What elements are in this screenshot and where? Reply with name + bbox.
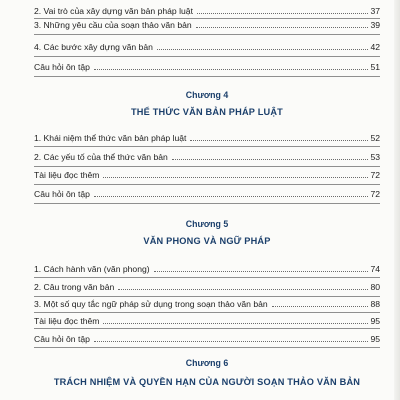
chapter-number: Chương 4 <box>185 90 229 100</box>
toc-entry-label: Tài liệu đọc thêm <box>34 170 100 180</box>
dot-leader <box>103 177 368 178</box>
toc-entry[interactable] <box>34 36 380 52</box>
toc-entry-label: 1. Cách hành văn (văn phong) <box>34 264 150 274</box>
toc-entry-page: 51 <box>370 62 380 72</box>
dot-leader <box>94 341 369 342</box>
toc-entry[interactable] <box>34 310 380 326</box>
toc-entry-page: 42 <box>370 42 380 52</box>
toc-entry[interactable] <box>34 276 380 292</box>
toc-entry-label: 2. Các yếu tố của thể thức văn bản <box>34 152 168 162</box>
chapter-number: Chương 5 <box>185 219 229 229</box>
toc-entry-page: 74 <box>370 264 380 274</box>
toc-entry-label: 2. Vai trò của xây dựng văn bản pháp luật <box>34 6 193 16</box>
toc-entry-label: Câu hỏi ôn tập <box>34 189 90 199</box>
toc-entry-page: 72 <box>370 189 380 199</box>
toc-entry-page: 39 <box>370 20 380 30</box>
chapter-number: Chương 6 <box>185 358 229 368</box>
toc-entry[interactable] <box>34 146 380 162</box>
toc-entry[interactable] <box>34 328 380 344</box>
dot-leader <box>103 323 368 324</box>
toc-entry[interactable] <box>34 293 380 309</box>
toc-entry-page: 80 <box>370 282 380 292</box>
toc-entry-page: 88 <box>370 299 380 309</box>
dot-leader <box>172 159 369 160</box>
chapter-title: THỂ THỨC VĂN BẢN PHÁP LUẬT <box>131 107 283 117</box>
row-divider <box>34 76 380 77</box>
toc-entry-label: 3. Một số quy tắc ngữ pháp sử dụng trong soạn thảo văn bản <box>34 299 268 309</box>
toc-entry-page: 53 <box>370 152 380 162</box>
toc-entry-label: 4. Các bước xây dựng văn bản <box>34 42 153 52</box>
row-divider <box>34 203 380 204</box>
toc-entry-page: 52 <box>370 133 380 143</box>
chapter-title: TRÁCH NHIỆM VÀ QUYỀN HẠN CỦA NGƯỜI SOẠN THẢO VĂN BẢN <box>53 377 361 387</box>
toc-entry-page: 37 <box>370 6 380 16</box>
toc-entry-label: Tài liệu đọc thêm <box>34 316 100 326</box>
toc-entry-label: 2. Câu trong văn bản <box>34 282 115 292</box>
toc-entry-label: 3. Những yêu cầu của soạn thảo văn bản <box>34 20 192 30</box>
page-edge-shadow <box>394 0 400 400</box>
toc-entry-page: 95 <box>370 334 380 344</box>
toc-entry[interactable] <box>34 14 380 30</box>
dot-leader <box>196 27 369 28</box>
dot-leader <box>94 69 369 70</box>
toc-entry[interactable] <box>34 164 380 180</box>
dot-leader <box>154 271 369 272</box>
toc-entry-label: Câu hỏi ôn tập <box>34 334 90 344</box>
toc-entry[interactable] <box>34 56 380 72</box>
toc-entry[interactable] <box>34 183 380 199</box>
dot-leader <box>157 49 369 50</box>
dot-leader <box>118 289 368 290</box>
toc-entry[interactable] <box>34 258 380 274</box>
row-divider <box>34 34 380 35</box>
toc-entry-page: 95 <box>370 316 380 326</box>
row-divider <box>34 347 380 348</box>
toc-entry-label: Câu hỏi ôn tập <box>34 62 90 72</box>
toc-entry-page: 72 <box>370 170 380 180</box>
chapter-title: VĂN PHONG VÀ NGỮ PHÁP <box>143 236 271 246</box>
dot-leader <box>272 306 369 307</box>
toc-entry[interactable] <box>34 127 380 143</box>
toc-entry-label: 1. Khái niệm thể thức văn bản pháp luật <box>34 133 187 143</box>
dot-leader <box>190 140 368 141</box>
dot-leader <box>94 196 369 197</box>
